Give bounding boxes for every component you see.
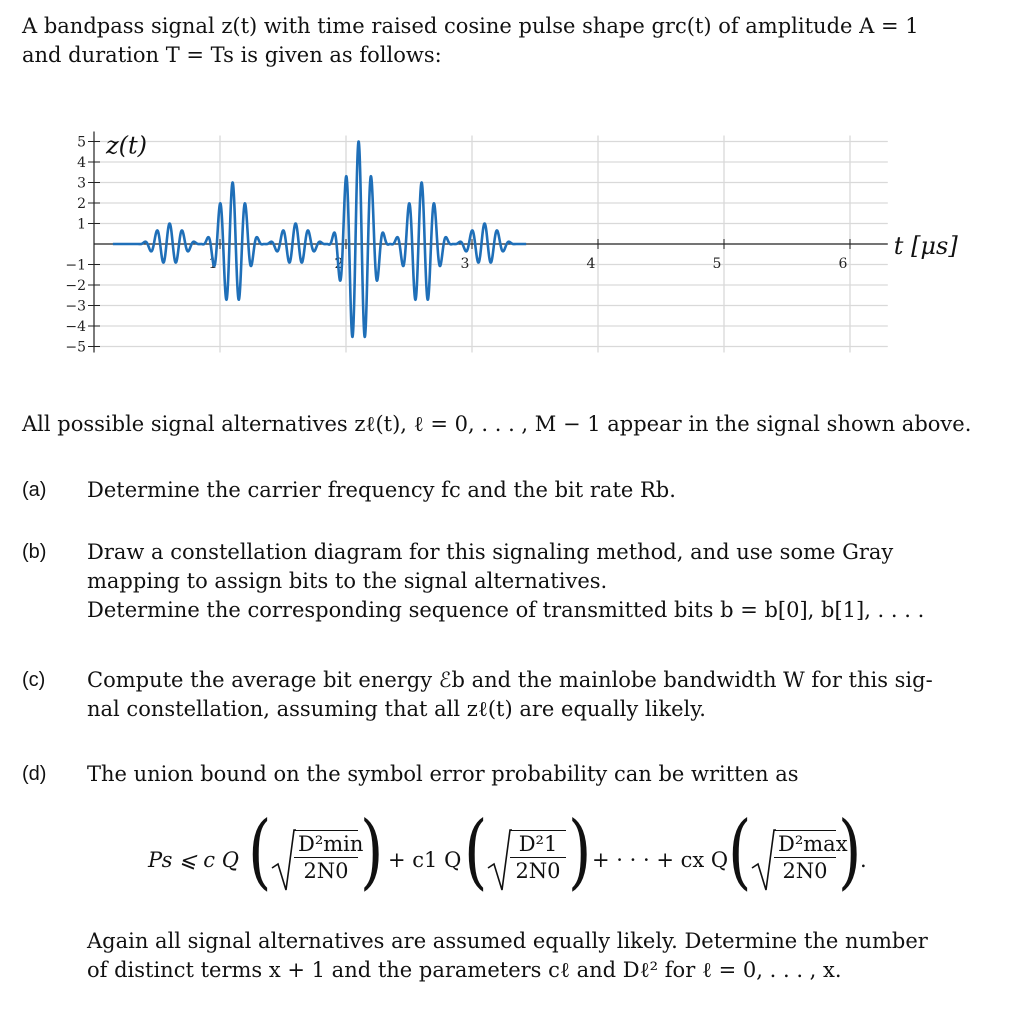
fraction-2-numerator: D²1 bbox=[510, 831, 566, 858]
question-d-line-1: The union bound on the symbol error probability can be written as bbox=[87, 762, 799, 786]
question-b bbox=[22, 538, 1002, 625]
left-paren-3: ( bbox=[728, 804, 752, 900]
y-tick-label-5: −1 bbox=[65, 257, 86, 274]
signal-plot bbox=[20, 112, 980, 362]
fraction-3-numerator: D²max bbox=[774, 831, 836, 858]
x-tick-label-1: 2 bbox=[334, 256, 344, 272]
question-b-label: (b) bbox=[22, 541, 47, 563]
formula-plus-1: + c1 Q bbox=[388, 848, 462, 872]
formula-lhs: Ps ⩽ c Q bbox=[148, 848, 239, 872]
intro-line-1: A bandpass signal z(t) with time raised cosine pulse shape grc(t) of amplitude A = 1 bbox=[22, 14, 919, 38]
question-b-line-2: mapping to assign bits to the signal alternatives. bbox=[87, 569, 608, 593]
question-c bbox=[22, 666, 1002, 724]
x-tick-label-0: 1 bbox=[208, 256, 218, 272]
x-tick-label-3: 4 bbox=[586, 256, 596, 272]
question-a bbox=[22, 476, 1002, 505]
y-tick-label-9: −5 bbox=[65, 339, 86, 356]
right-paren-2: ) bbox=[568, 804, 592, 900]
question-c-line-2: nal constellation, assuming that all zℓ(t) are equally likely. bbox=[87, 697, 706, 721]
intro-line-2: and duration T = Ts is given as follows: bbox=[22, 43, 442, 67]
x-tick-label-2: 3 bbox=[460, 256, 470, 272]
y-tick-label-6: −2 bbox=[65, 278, 86, 294]
fraction-3-denominator: 2N0 bbox=[782, 859, 828, 883]
x-tick-label-5: 6 bbox=[838, 256, 848, 272]
x-tick-label-4: 5 bbox=[712, 256, 722, 272]
signal-waveform bbox=[113, 142, 526, 337]
question-b-line-3: Determine the corresponding sequence of transmitted bits b = b[0], b[1], . . . . bbox=[87, 598, 925, 622]
question-a-label: (a) bbox=[22, 479, 47, 501]
formula-end-period: . bbox=[860, 848, 867, 872]
y-tick-label-3: 2 bbox=[77, 196, 86, 212]
fraction-3 bbox=[774, 830, 848, 884]
y-tick-label-7: −3 bbox=[65, 298, 86, 315]
union-bound-formula bbox=[148, 804, 868, 906]
right-paren-3: ) bbox=[838, 804, 862, 900]
right-paren-1: ) bbox=[360, 804, 384, 900]
y-axis-label: z(t) bbox=[106, 131, 148, 160]
formula-plus-2: + · · · + cx Q bbox=[592, 848, 729, 872]
question-d-line-3: of distinct terms x + 1 and the parameters cℓ and Dℓ² for ℓ = 0, . . . , x. bbox=[87, 958, 842, 982]
x-axis-label: t [μs] bbox=[893, 232, 958, 260]
signal-alternatives-sentence: All possible signal alternatives zℓ(t), ℓ = 0, . . . , M − 1 appear in the signal shown above. bbox=[22, 412, 972, 436]
sqrt-symbol-1 bbox=[270, 828, 296, 894]
question-d-label: (d) bbox=[22, 763, 47, 785]
y-tick-label-8: −4 bbox=[65, 319, 86, 335]
question-c-label: (c) bbox=[22, 669, 46, 691]
question-a-text: Determine the carrier frequency fc and the bit rate Rb. bbox=[87, 478, 676, 502]
fraction-1 bbox=[294, 830, 364, 884]
fraction-2-denominator: 2N0 bbox=[515, 859, 561, 883]
left-paren-2: ( bbox=[464, 804, 488, 900]
y-tick-label-4: 1 bbox=[77, 216, 86, 233]
question-b-line-1: Draw a constellation diagram for this signaling method, and use some Gray bbox=[87, 540, 894, 564]
sqrt-symbol-3 bbox=[750, 828, 776, 894]
question-d-line-2: Again all signal alternatives are assumed equally likely. Determine the number bbox=[87, 929, 928, 953]
y-tick-label-1: 4 bbox=[77, 155, 86, 171]
problem-intro bbox=[22, 12, 1012, 70]
fraction-2 bbox=[510, 830, 566, 884]
fraction-1-numerator: D²min bbox=[294, 831, 358, 858]
sqrt-symbol-2 bbox=[486, 828, 512, 894]
left-paren-1: ( bbox=[248, 804, 272, 900]
y-tick-label-0: 5 bbox=[77, 134, 86, 151]
y-tick-label-2: 3 bbox=[77, 175, 86, 192]
question-c-line-1: Compute the average bit energy ℰb and the mainlobe bandwidth W for this sig- bbox=[87, 668, 933, 692]
fraction-1-denominator: 2N0 bbox=[303, 859, 349, 883]
